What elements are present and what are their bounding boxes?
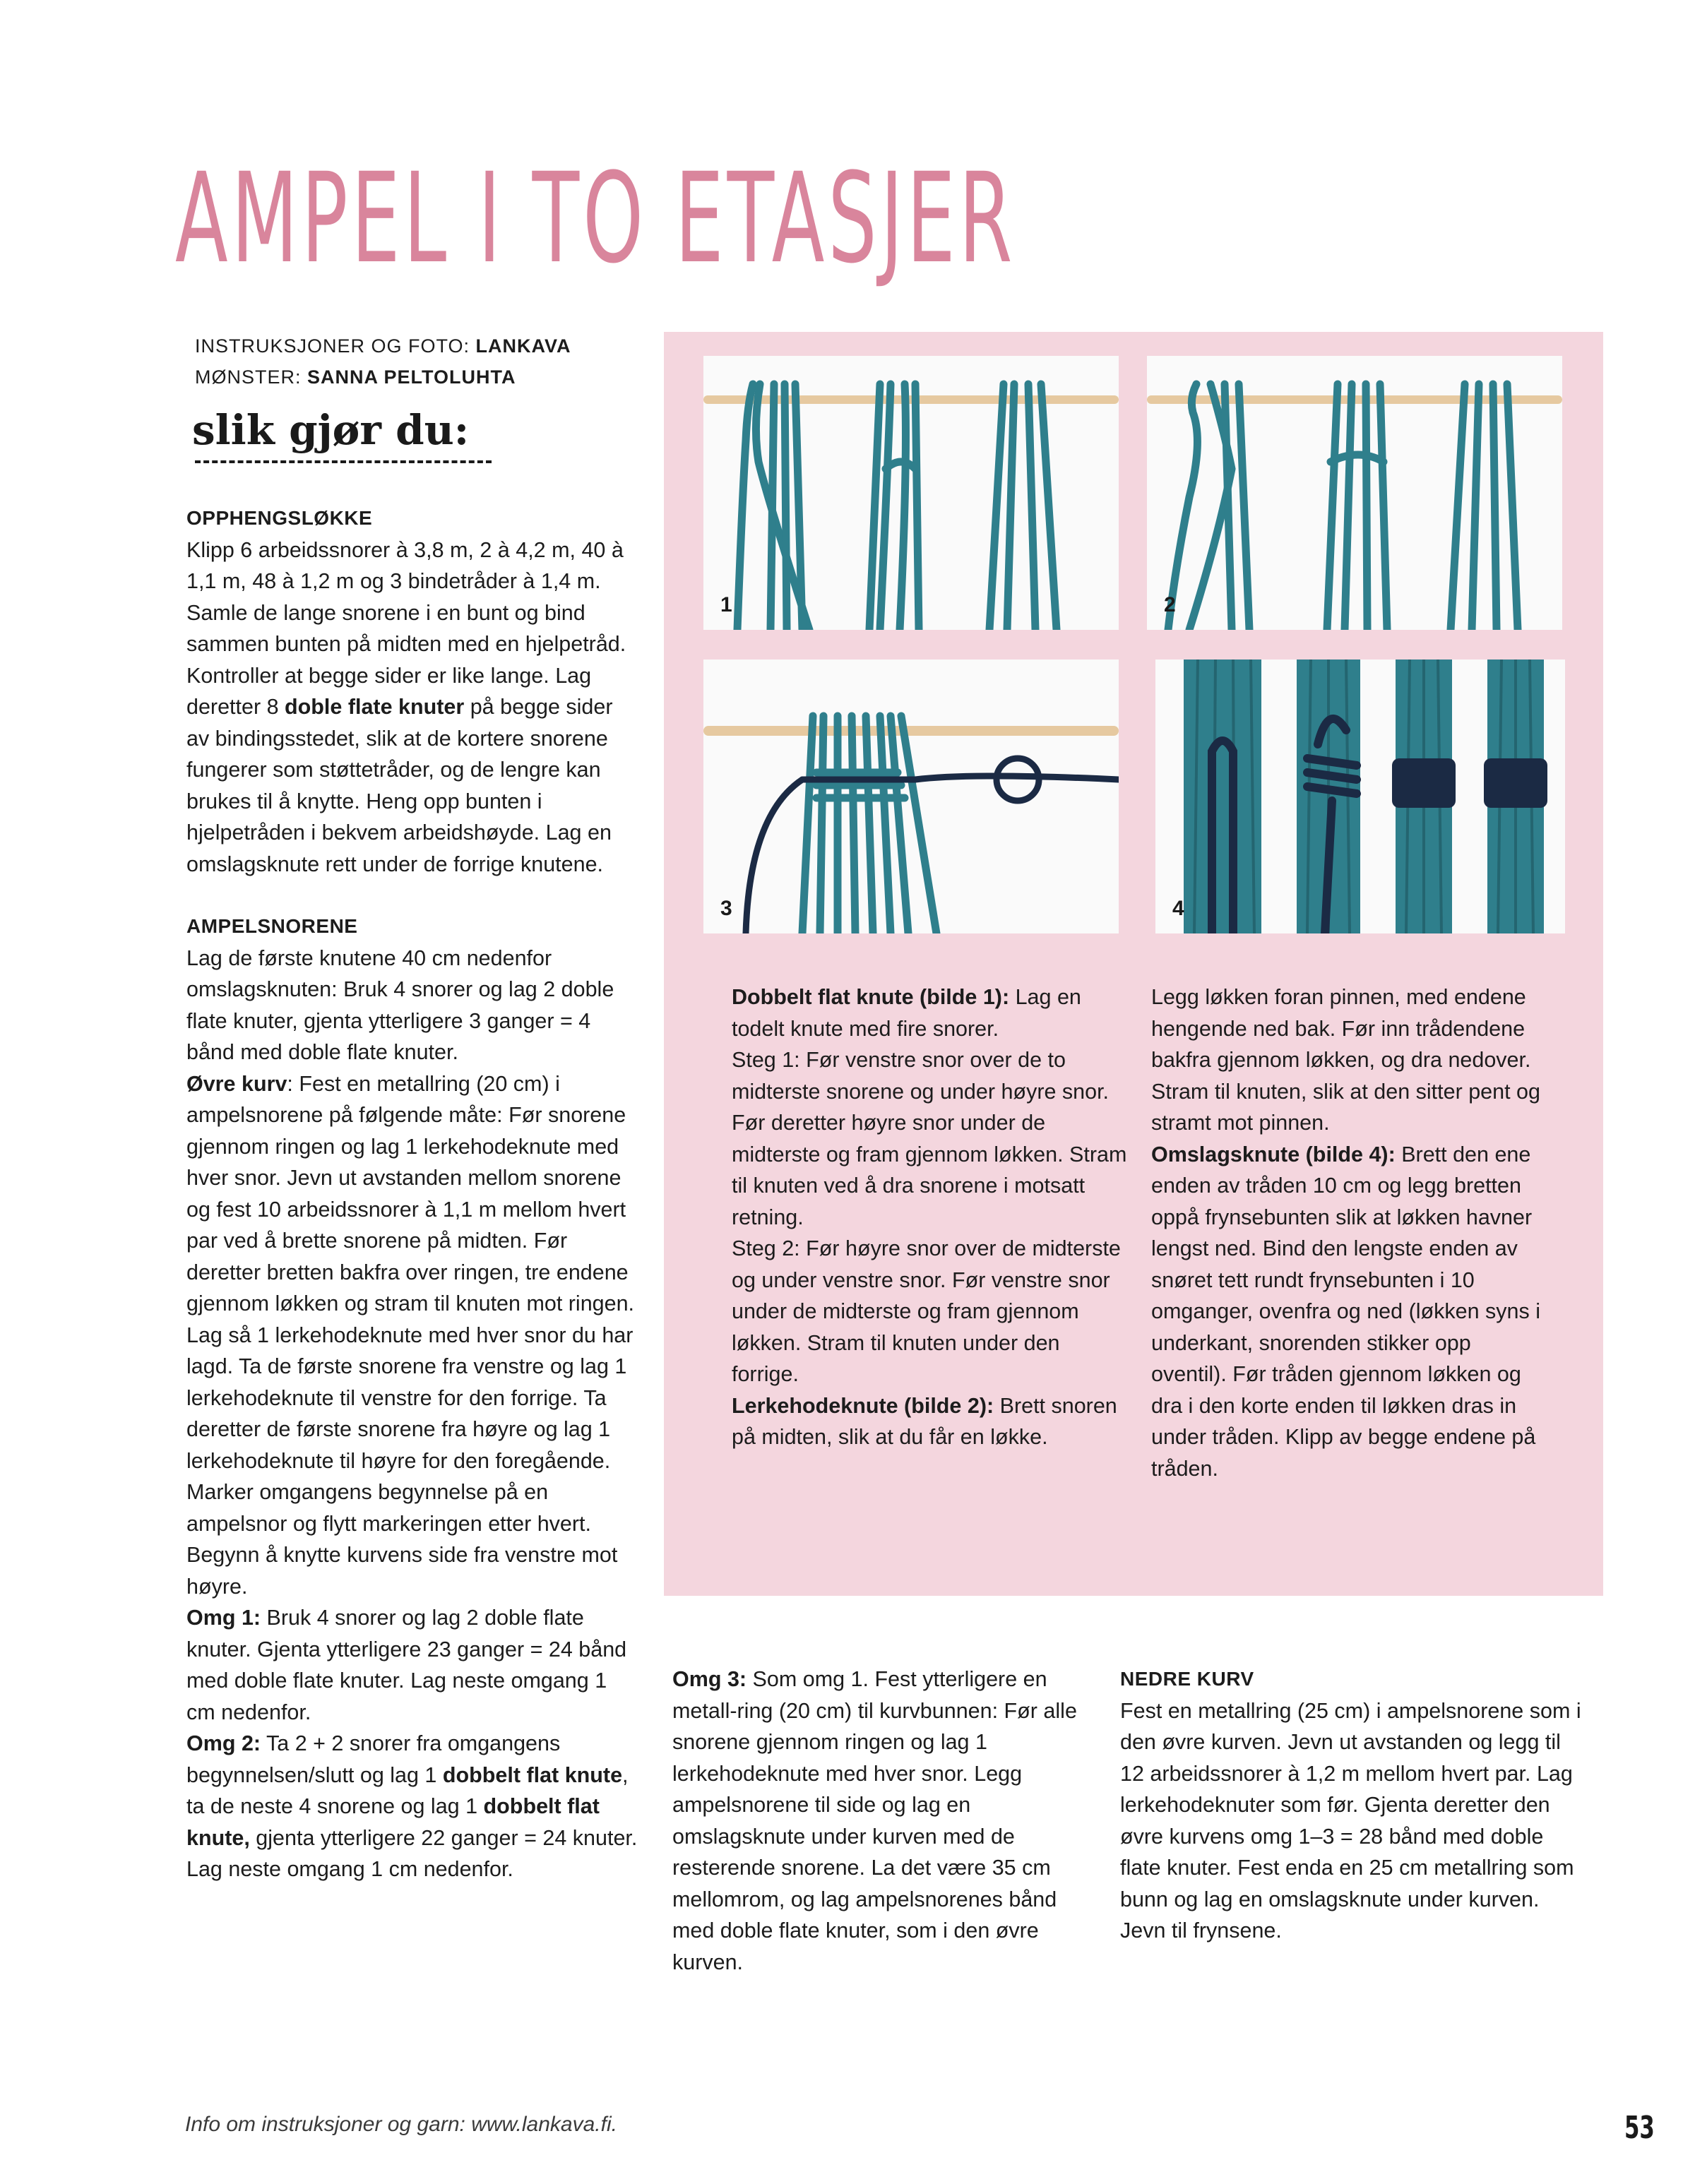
credit-pattern: MØNSTER: SANNA PELTOLUHTA (195, 366, 516, 388)
photo-number: 1 (720, 593, 732, 616)
paragraph-omslagsknute: Omslagsknute (bilde 4): Brett den ene enden av tråden 10 cm og legg bretten oppå frynsebunten slik at løkken havner lengst ned. Bind den lengste enden av snøret tett rundt frynsebunten i 10 omganger, ovenfra og ned (løkken syns i underkant, snorenden stikker opp oventil). Før tråden gjennom løkken og dra i den korte enden til løkken dras in under tråden. Klipp av begge endene på tråden. (1151, 1142, 1540, 1481)
paragraph-ovre-kurv: Øvre kurv: Fest en metallring (20 cm) i ampelsnorene på følgende måte: Før snorene gjennom ringen og lag 1 lerkehodeknute med hver snor. Jevn ut avstanden mellom snorene og fest 10 arbeidssnorer à 1,1 m mellom hvert par ved å brette snorene på midten. Før deretter bretten bakfra over ringen, tre endene gjennom løkken og stram til knuten mot ringen. Lag så 1 lerkehodeknute med hver snor du har lagd. Ta de første snorene fra venstre og lag 1 lerkehodeknute til venstre for den forrige. Ta deretter de første snorene fra høyre og lag 1 lerkehodeknute til høyre for den foregående. Marker omgangens begynnelse på en ampelsnor og flytt markeringen etter hvert. Begynn å knytte kurvens side fra venstre mot høyre. (186, 1071, 635, 1599)
credit-instructions: INSTRUKSJONER OG FOTO: LANKAVA (195, 335, 571, 357)
right-column (1120, 1664, 1586, 1947)
box-right-column (1151, 981, 1547, 1484)
page-title: AMPEL I TO ETASJER (175, 146, 1016, 291)
photo-3-illustration (703, 660, 1119, 933)
howto-underline (195, 460, 492, 463)
paragraph-nedre-kurv: Fest en metallring (25 cm) i ampelsnorene som i den øvre kurven. Jevn ut avstanden og legg til 12 arbeidssnorer à 1,2 m mellom hvert par. Lag lerkehodeknuter som før. Gjenta deretter den øvre kurvens omg 1–3 = 28 bånd med doble flate knuter. Fest enda en 25 cm metallring som bunn og lag en omslagsknute under kurven. Jevn til frynsene. (1120, 1698, 1581, 1943)
left-column (186, 503, 638, 1885)
photo-3 (703, 660, 1119, 933)
paragraph-opphengslokke: Klipp 6 arbeidssnorer à 3,8 m, 2 à 4,2 m, 40 à 1,1 m, 48 à 1,2 m og 3 bindetråder à 1,4 m. Samle de lange snorene i en bunt og bind sammen bunten på midten med en hjelpetråd. Kontroller at begge sider er like lange. Lag deretter 8 doble flate knuter på begge sider av bindingsstedet, slik at de kortere snorene fungerer som støttetråder, og de lengre kan brukes til å knytte. Heng opp bunten i hjelpetråden i bekvem arbeidshøyde. Lag en omslagsknute rett under de forrige knutene. (186, 537, 626, 876)
credits (195, 330, 571, 393)
paragraph-omg-2: Omg 2: Ta 2 + 2 snorer fra omgangens begynnelsen/slutt og lag 1 dobbelt flat knute, ta de neste 4 snorene og lag 1 dobbelt flat knute, gjenta ytterligere 22 ganger = 24 knuter. Lag neste omgang 1 cm nedenfor. (186, 1731, 638, 1881)
paragraph-omg-3: Omg 3: Som omg 1. Fest ytterligere en metall-ring (20 cm) til kurvbunnen: Før alle snorene gjennom ringen og lag 1 lerkehodeknute med hver snor. Legg ampelsnorene til side og lag en omslagsknute under kurven med de resterende snorene. La det være 35 cm mellomrom, og lag ampelsnorenes bånd med doble flate knuter, som i den øvre kurven. (672, 1667, 1077, 1974)
paragraph-dobbelt-flat-knute: Dobbelt flat knute (bilde 1): Lag en todelt knute med fire snorer. (732, 985, 1081, 1041)
photo-2 (1147, 356, 1562, 630)
section-heading-opphengslokke: OPPHENGSLØKKE (186, 507, 373, 529)
photo-2-illustration (1147, 356, 1562, 630)
paragraph-ampelsnorene: Lag de første knutene 40 cm nedenfor omslagsknuten: Bruk 4 snorer og lag 2 doble flate knuter, gjenta ytterligere 3 ganger = 4 bånd med doble flate knuter. (186, 945, 614, 1064)
paragraph-steg-1: Steg 1: Før venstre snor over de to midterste snorene og under høyre snor. Før deretter høyre snor under de midterste og fram gjennom løkken. Stram til knuten ved å dra snorene i motsatt retning. (732, 1048, 1127, 1229)
photo-4-illustration (1155, 660, 1565, 933)
section-heading-nedre-kurv: NEDRE KURV (1120, 1668, 1254, 1690)
page-number: 53 (1624, 2110, 1655, 2146)
howto-heading: slik gjør du: (192, 406, 470, 454)
paragraph-steg-2: Steg 2: Før høyre snor over de midterste og under venstre snor. Før venstre snor under de midterste og fram gjennom løkken. Stram til knuten under den forrige. (732, 1236, 1121, 1386)
photo-number: 2 (1164, 593, 1176, 616)
paragraph-omg-1: Omg 1: Bruk 4 snorer og lag 2 doble flate knuter. Gjenta ytterligere 23 ganger = 24 bånd med doble flate knuter. Lag neste omgang 1 cm nedenfor. (186, 1606, 627, 1724)
footer-info: Info om instruksjoner og garn: www.lankava.fi. (185, 2113, 617, 2136)
paragraph-lerkehodeknute: Lerkehodeknute (bilde 2): Brett snoren på midten, slik at du får en løkke. (732, 1393, 1117, 1449)
photo-4 (1155, 660, 1565, 933)
box-left-column (732, 981, 1127, 1453)
paragraph-legg-lokken: Legg løkken foran pinnen, med endene hengende ned bak. Før inn trådendene bakfra gjennom løkken, og dra nedover. Stram til knuten, slik at den sitter pent og stramt mot pinnen. (1151, 985, 1540, 1135)
photo-number: 4 (1172, 897, 1184, 920)
middle-column (672, 1664, 1096, 1978)
photo-number: 3 (720, 897, 732, 920)
photo-1-illustration (703, 356, 1119, 630)
section-heading-ampelsnorene: AMPELSNORENE (186, 915, 358, 937)
photo-1 (703, 356, 1119, 630)
